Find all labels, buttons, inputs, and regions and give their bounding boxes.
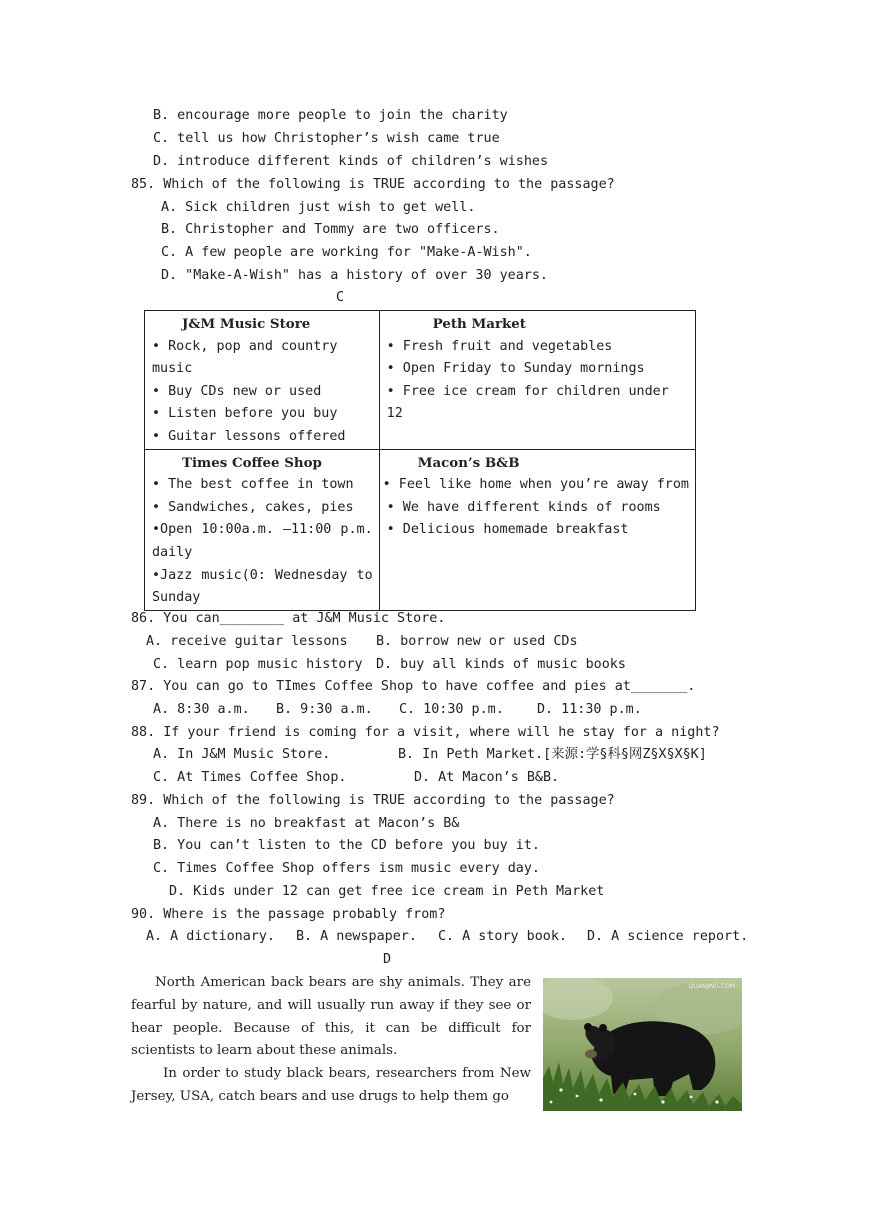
peth-market-item: • Free ice cream for children under 12 — [386, 383, 669, 422]
section-d-heading: D — [383, 952, 392, 967]
music-store-item: • Listen before you buy — [152, 406, 338, 422]
question-89-stem: 89. Which of the following is TRUE according to the passage? — [131, 793, 615, 808]
question-87-option-b: B. 9:30 a.m. — [276, 702, 373, 717]
question-89-option-a: A. There is no breakfast at Macon’s B& — [153, 816, 460, 831]
black-bear-image — [543, 978, 742, 1111]
peth-market-item: • Open Friday to Sunday mornings — [386, 361, 645, 377]
question-87-option-c: C. 10:30 p.m. — [399, 702, 504, 717]
question-86-stem: 86. You can________ at J&M Music Store. — [131, 611, 446, 626]
question-85-option-b: B. Christopher and Tommy are two officers. — [161, 222, 500, 237]
question-90-stem: 90. Where is the passage probably from? — [131, 907, 446, 922]
question-90-option-a: A. A dictionary. — [146, 929, 275, 944]
question-86-option-d: D. buy all kinds of music books — [376, 657, 626, 672]
coffee-shop-title: Times Coffee Shop — [182, 454, 322, 471]
question-88-option-a: A. In J&M Music Store. — [153, 747, 331, 762]
question-87-option-a: A. 8:30 a.m. — [153, 702, 250, 717]
question-86-option-b: B. borrow new or used CDs — [376, 634, 578, 649]
question-86-option-c: C. learn pop music history — [153, 657, 363, 672]
music-store-item: • Rock, pop and country music — [152, 338, 338, 377]
question-85-option-d: D. "Make-A-Wish" has a history of over 30 years. — [161, 268, 548, 283]
question-88-option-d: D. At Macon’s B&B. — [414, 770, 560, 785]
peth-market-cell — [379, 311, 695, 450]
question-90-option-c: C. A story book. — [438, 929, 567, 944]
black-bear-photo — [543, 978, 742, 1111]
coffee-shop-item: • Sandwiches, cakes, pies — [152, 499, 354, 515]
question-88-stem: 88. If your friend is coming for a visit, where will he stay for a night? — [131, 725, 720, 740]
passage-d-paragraph-2: In order to study black bears, researchers from New Jersey, USA, catch bears and use drugs to help them go — [131, 1066, 531, 1104]
question-84-option-c: C. tell us how Christopher’s wish came true — [153, 131, 500, 146]
peth-market-title: Peth Market — [432, 316, 526, 332]
bnb-item: • Feel like home when you’re away from — [382, 477, 689, 493]
question-90-option-b: B. A newspaper. — [296, 929, 417, 944]
bnb-title: Macon’s B&B — [417, 454, 520, 471]
music-store-cell — [145, 311, 380, 450]
section-c-heading: C — [336, 290, 345, 305]
question-90-option-d: D. A science report. — [587, 929, 749, 944]
question-85-option-c: C. A few people are working for "Make-A-Wish". — [161, 245, 532, 260]
question-87-stem: 87. You can go to TImes Coffee Shop to have coffee and pies at_______. — [131, 679, 696, 694]
question-87-option-d: D. 11:30 p.m. — [537, 702, 642, 717]
ads-table — [144, 310, 696, 611]
bnb-cell — [379, 449, 695, 610]
question-84-option-b: B. encourage more people to join the charity — [153, 108, 508, 123]
question-85-option-a: A. Sick children just wish to get well. — [161, 200, 476, 215]
coffee-shop-item: • The best coffee in town — [152, 477, 354, 493]
bnb-item: • Delicious homemade breakfast — [386, 522, 629, 538]
photo-watermark: QUANJING.COM — [688, 983, 735, 990]
question-89-option-b: B. You can’t listen to the CD before you buy it. — [153, 838, 540, 853]
question-88-option-b: B. In Peth Market.[来源:学§科§网Z§X§X§K] — [398, 747, 707, 762]
music-store-item: • Buy CDs new or used — [152, 383, 322, 399]
question-86-option-a: A. receive guitar lessons — [146, 634, 348, 649]
coffee-shop-jazz: •Jazz music(0: Wednesday to Sunday — [152, 567, 373, 606]
bnb-item: • We have different kinds of rooms — [386, 499, 661, 515]
question-89-option-c: C. Times Coffee Shop offers ism music every day. — [153, 861, 540, 876]
coffee-shop-cell — [145, 449, 380, 610]
music-store-title: J&M Music Store — [182, 316, 311, 332]
coffee-shop-hours: •Open 10:00a.m. —11:00 p.m. daily — [152, 522, 373, 560]
question-84-option-d: D. introduce different kinds of children’s wishes — [153, 154, 549, 169]
passage-d-paragraph-1: North American back bears are shy animals. They are fearful by nature, and will usually run away if they see or hear people. Because of this, it can be difficult for scientists to learn about these animals. — [131, 975, 531, 1059]
question-85-stem: 85. Which of the following is TRUE according to the passage? — [131, 177, 615, 192]
question-88-option-c: C. At Times Coffee Shop. — [153, 770, 347, 785]
peth-market-item: • Fresh fruit and vegetables — [386, 338, 613, 354]
music-store-item: • Guitar lessons offered — [152, 428, 346, 444]
question-89-option-d: D. Kids under 12 can get free ice cream in Peth Market — [169, 884, 605, 899]
